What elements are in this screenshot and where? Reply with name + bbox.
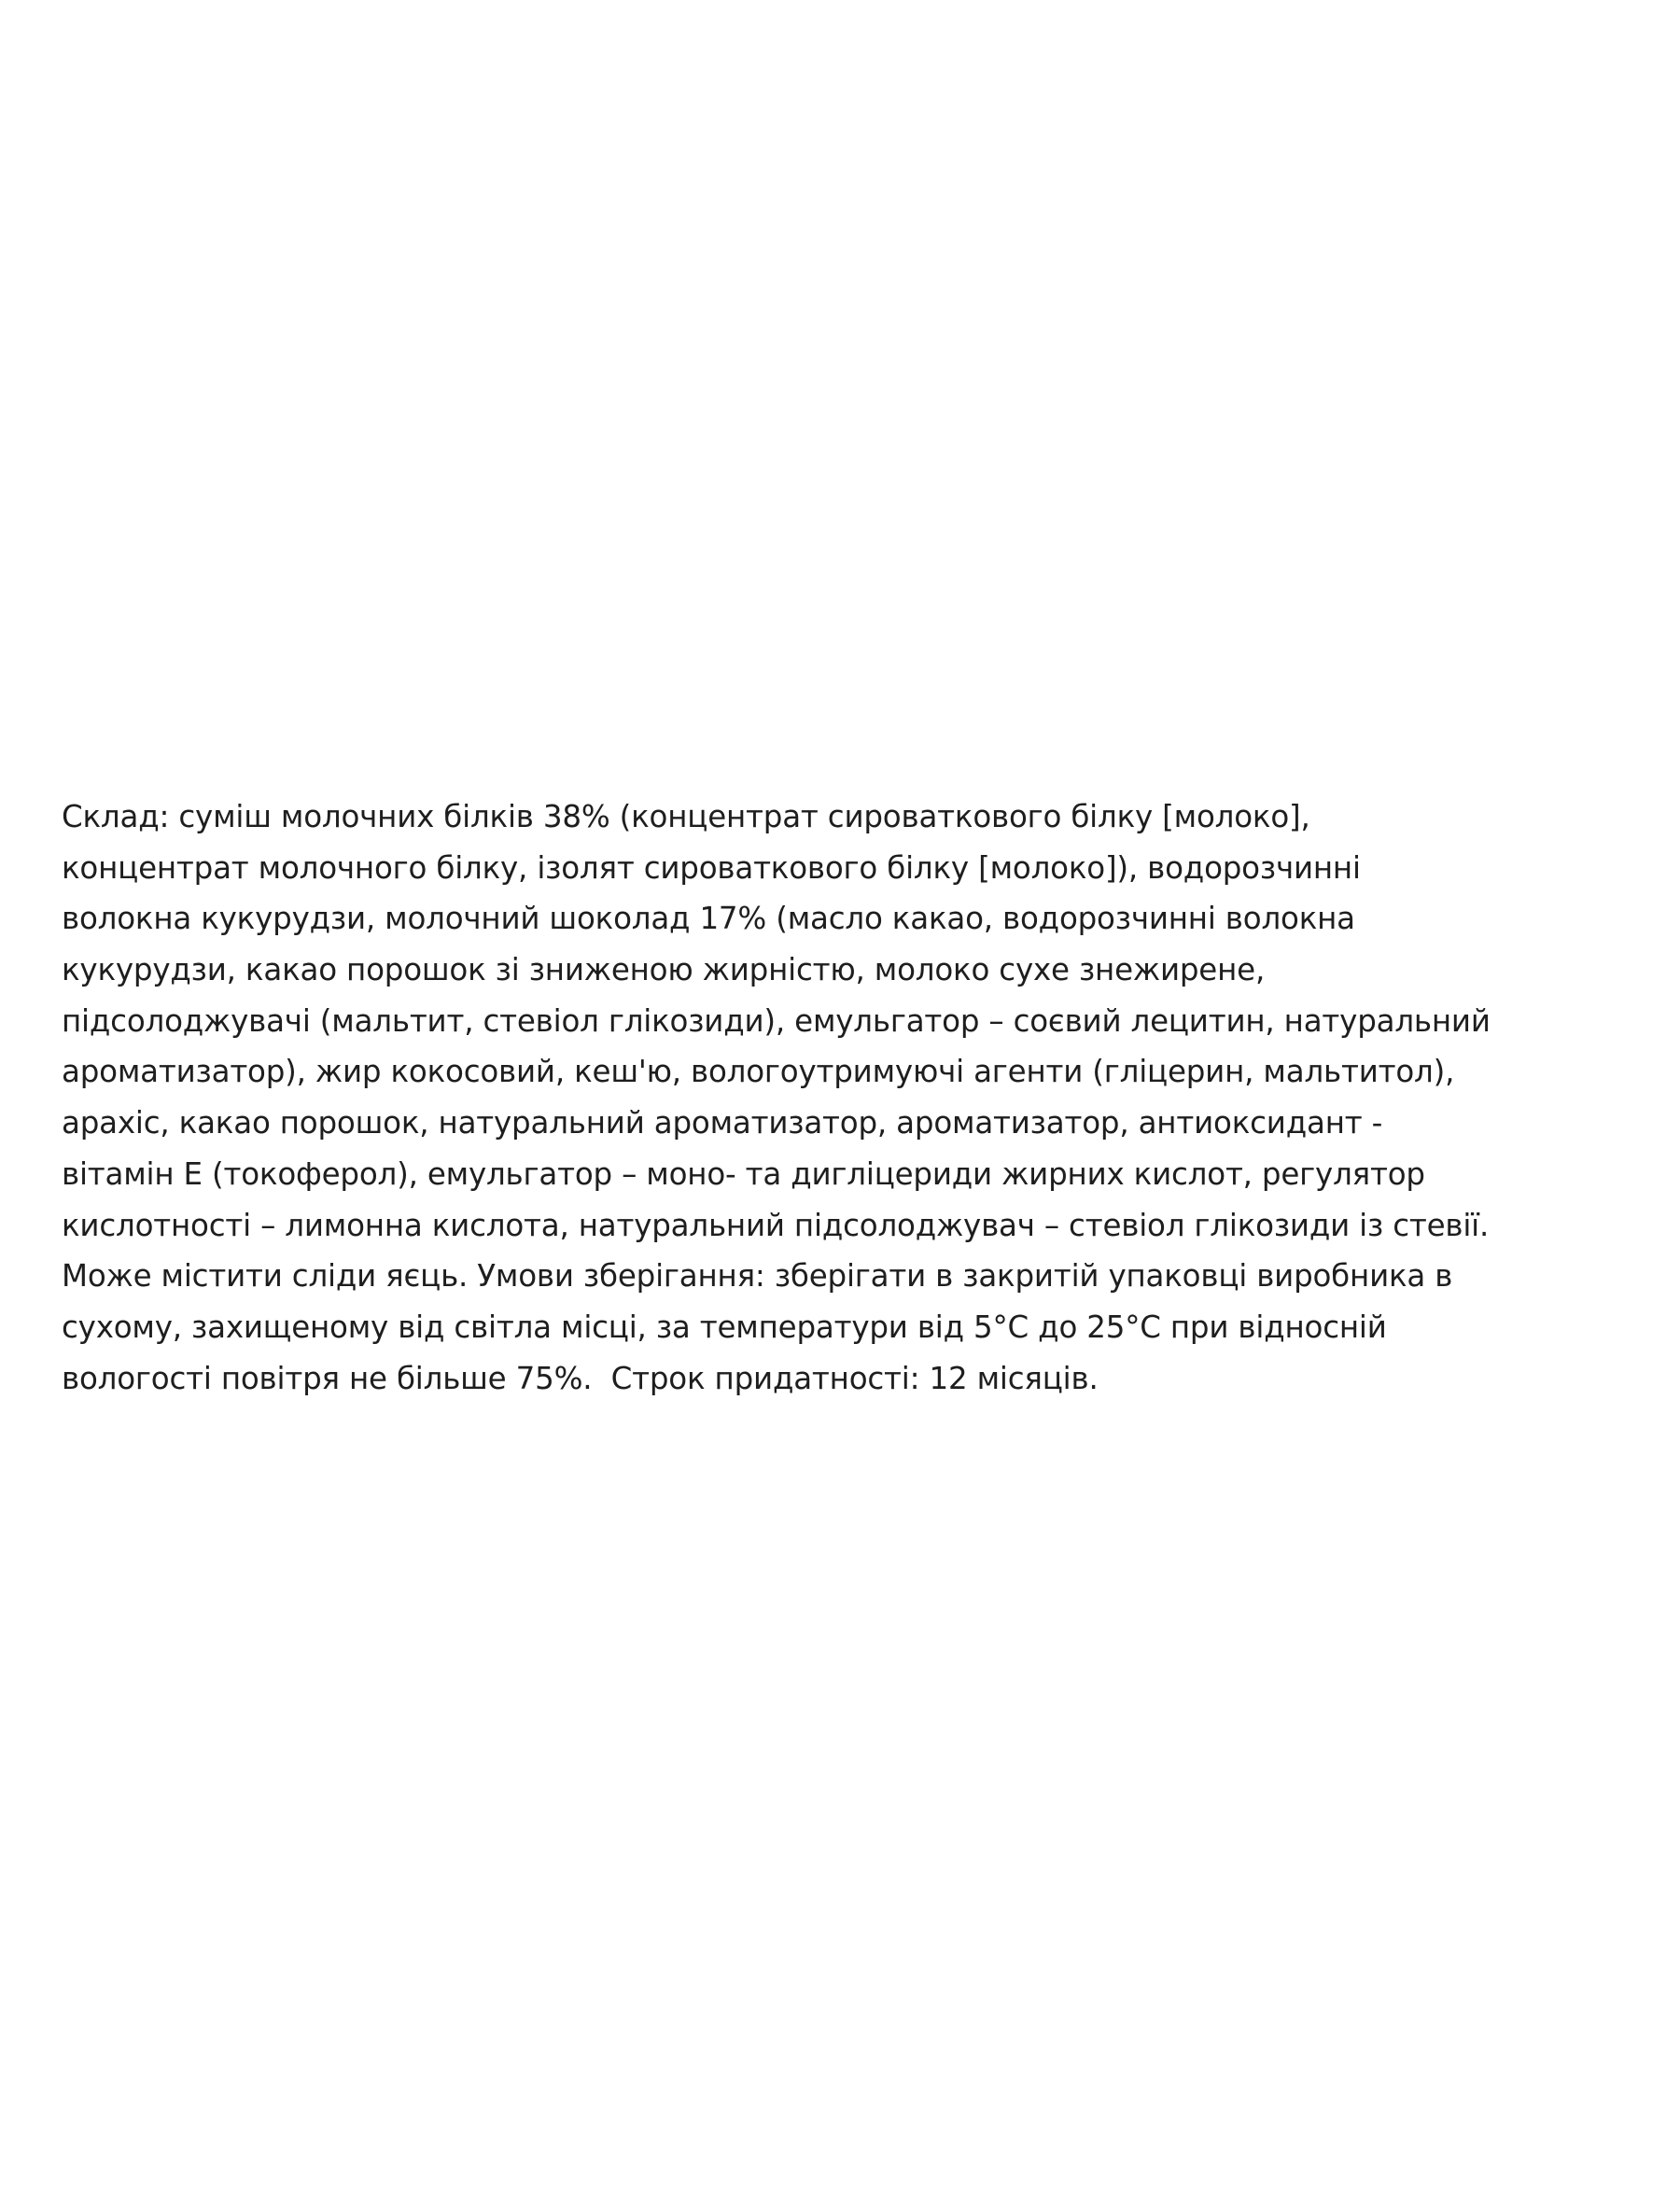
text-line: сухому, захищеному від світла місці, за температури від 5°С до 25°С при відносній [62,1309,1387,1345]
ingredients-text-block [62,791,1648,1404]
text-line: кукурудзи, какао порошок зі зниженою жирністю, молоко сухе знежирене, [62,952,1266,988]
text-line: Може містити сліди яєць. Умови зберігання: зберігати в закритій упаковці виробника в [62,1258,1453,1295]
text-line: підсолоджувачі (мальтит, стевіол глікозиди), емульгатор – соєвий лецитин, натуральний [62,1002,1491,1039]
text-line: кислотності – лимонна кислота, натуральний підсолоджувач – стевіол глікозиди із стевії. [62,1207,1490,1243]
text-line: вітамін Е (токоферол), емульгатор – моно- та дигліцериди жирних кислот, регулятор [62,1155,1425,1192]
text-line: вологості повітря не більше 75%. Строк придатності: 12 місяців. [62,1360,1099,1396]
text-line: арахіс, какао порошок, натуральний ароматизатор, ароматизатор, антиоксидант - [62,1105,1383,1141]
text-line: концентрат молочного білку, ізолят сироваткового білку [молоко]), водорозчинні [62,849,1361,886]
text-line: ароматизатор), жир кокосовий, кеш'ю, вологоутримуючі агенти (гліцерин, мальтитол), [62,1054,1455,1090]
text-line: Склад: суміш молочних білків 38% (концентрат сироваткового білку [молоко], [62,799,1310,834]
text-line: волокна кукурудзи, молочний шоколад 17% (масло какао, водорозчинні волокна [62,901,1355,937]
